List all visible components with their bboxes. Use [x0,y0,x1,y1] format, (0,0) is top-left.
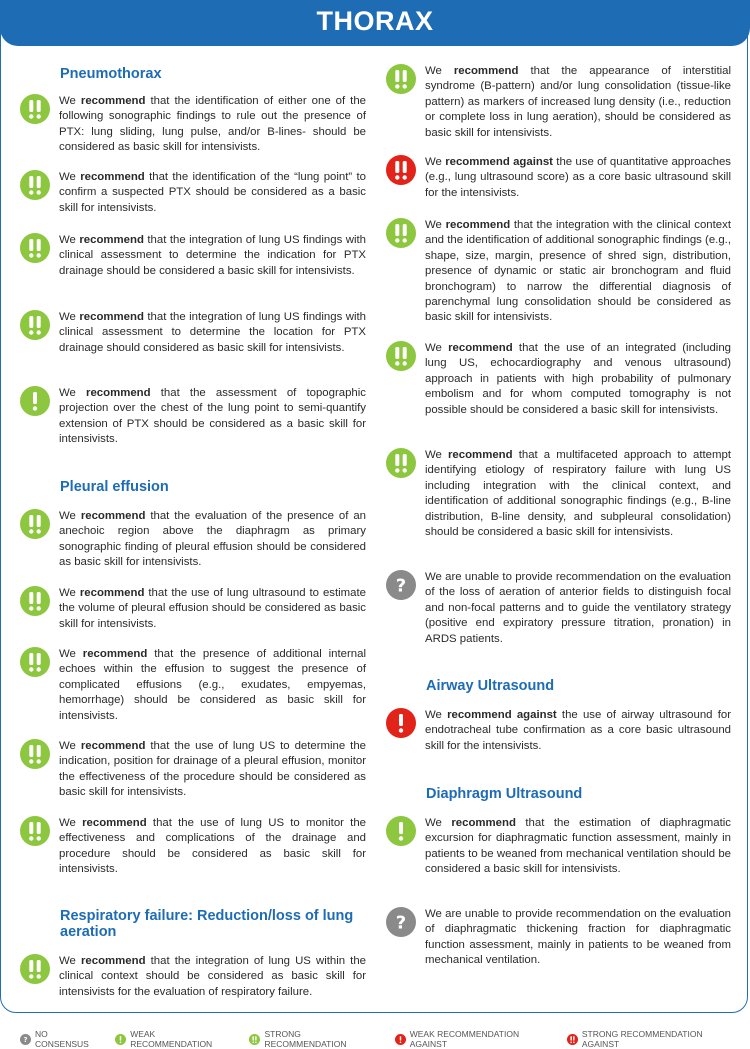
recommendation-text [59,586,366,632]
legend-label: STRONG RECOMMENDATION AGAINST [581,1029,703,1049]
rec-text-post: that the appearance of interstitial syndrome (B-pattern) and/or lung consolidation (tissue-like pattern) as markers of increased lung density (i.e., reduction or complete loss in lung aeration), should be considered as basic skill for intensivists. [425,65,732,139]
rec-strength: recommend [445,219,511,231]
double-exclamation-green-icon [20,647,50,677]
double-exclamation-green-icon [20,509,50,539]
section-title-diaphragm-ultrasound: Diaphragm Ultrasound [426,786,583,802]
rec-text-pre: We [59,234,80,246]
double-exclamation-green-icon [20,816,50,846]
recommendation-text [425,341,731,418]
rec-text-pre: We [59,95,81,107]
rec-text-pre: We [59,955,81,967]
double-exclamation-green-icon [386,448,416,478]
rec-text-pre: We [59,817,83,829]
recommendation-text [425,708,731,754]
header-bar [0,0,750,46]
rec-strength: recommend [448,449,513,461]
rec-text-pre: We [59,510,81,522]
rec-text-post: the use of quantitative approaches (e.g., lung ultrasound score) as a core basic ultrasound skill for the intensivists. [425,156,732,199]
rec-text-pre: We [425,709,448,721]
rec-text-pre: We [425,219,446,231]
exclamation-green-icon [386,816,416,846]
recommendation-text [425,816,731,878]
rec-text-post: that the integration with the clinical context and the identification of additional sonographic findings (e.g., shape, size, margin, presence of shred sign, distribution, presence of dynamic or static air bronchogram and fluid bronchogram) to narrow the differential diagnosis of parenchymal lung consolidation should be considered as basic skill for intensivists. [425,219,731,324]
recommendation-text [425,448,731,540]
rec-strength: recommend against [445,156,553,168]
double-exclamation-green-icon [20,954,50,984]
double-exclamation-green-icon [249,1034,260,1045]
double-exclamation-red-icon [386,155,416,185]
rec-text-pre: We [59,171,81,183]
rec-text-pre: We [59,740,81,752]
recommendation-text [59,310,366,356]
exclamation-red-icon [395,1034,406,1045]
recommendation-text [59,509,366,571]
double-exclamation-green-icon [386,218,416,248]
rec-text-post: the use of airway ultrasound for endotracheal tube confirmation as a core basic ultrasound skill for the intensivists. [425,709,731,752]
legend-item [249,1029,380,1049]
rec-text-pre: We [59,648,83,660]
recommendation-text [425,155,731,201]
recommendation-text [59,647,366,724]
rec-text-pre: We [425,817,452,829]
legend-label: WEAK RECOMMENDATION AGAINST [409,1029,520,1049]
legend-label: STRONG RECOMMENDATION [264,1029,347,1049]
svg-text:?: ? [395,575,407,597]
rec-strength: recommend [451,817,516,829]
section-title-pneumothorax: Pneumothorax [60,66,162,82]
recommendation-text [59,386,366,448]
legend-item [567,1029,736,1049]
question-mark-gray-icon [386,570,416,600]
rec-strength: recommend [79,234,144,246]
rec-strength: recommend [80,95,146,107]
exclamation-green-icon [115,1034,126,1045]
rec-strength: recommend [80,510,146,522]
recommendation-text [59,739,366,801]
rec-text-post: that a multifaceted approach to attempt identifying etiology of respiratory failure with lung US including integration with the clinical context, and identification of additional sonographic findings (e.g., B-line distribution, B-line density, and subpleural consolidation) should be considered a basic skill for intensivists. [425,449,731,539]
rec-strength: recommend [79,587,145,599]
rec-text-pre: We [59,587,80,599]
double-exclamation-green-icon [386,341,416,371]
question-mark-gray-icon [386,907,416,937]
section-title-airway-ultrasound: Airway Ultrasound [426,678,555,694]
rec-strength: recommend [86,387,151,399]
exclamation-green-icon [20,386,50,416]
exclamation-red-icon [386,708,416,738]
legend-item [115,1029,235,1049]
rec-text-post: that the use of an integrated (including lung US, echocardiography and venous ultrasound) approach in patients with high probability of pulmonary embolism and for whom computed tomography is not possible should be considered a basic skill for intensivists. [425,342,731,416]
double-exclamation-green-icon [20,233,50,263]
rec-text-post: that the identification of the “lung point” to confirm a suspected PTX should be considered as a basic skill for intensivists. [59,171,366,214]
double-exclamation-green-icon [386,64,416,94]
rec-text-post: that the use of lung ultrasound to estimate the volume of pleural effusion should be considered as basic skill for intensivists. [59,587,367,630]
rec-text-post: that the use of lung US to determine the indication, position for drainage of a pleural effusion, monitor the effectiveness of the procedure should be considered as basic skill for intensivists. [59,740,367,799]
rec-text-post: that the evaluation of the presence of an anechoic region above the diaphragm as primary sonographic finding of pleural effusion should be considered as basic skill for intensivists. [59,510,367,569]
legend-label: WEAK RECOMMENDATION [130,1029,213,1049]
svg-text:?: ? [395,912,407,934]
rec-text-post: that the presence of additional internal echoes within the effusion to suggest the presence of complicated effusions (e.g., exudates, empyemas, hemorrhage) should be considered as basic skill for intensivists. [59,648,367,722]
rec-text-post: that the integration of lung US within the clinical context should be considered as basic skill for intensivists for the evaluation of respiratory failure. [59,955,366,998]
page-title: THORAX [316,6,434,36]
rec-text-post: that the use of lung US to monitor the effectiveness and complications of the drainage and procedure should be considered as basic skill for intensivists. [59,817,367,876]
double-exclamation-green-icon [20,586,50,616]
recommendation-text [59,233,366,279]
rec-text-post: that the integration of lung US findings with clinical assessment to determine the indication for PTX drainage should be considered a basic skill for intensivists. [59,234,366,277]
svg-text:?: ? [23,1035,28,1044]
double-exclamation-green-icon [20,170,50,200]
rec-strength: recommend [448,342,513,354]
section-title-respiratory-failure: Respiratory failure: Reduction/loss of lung aeration [60,908,354,940]
rec-text-post: that the integration of lung US findings with clinical assessment to determine the location for PTX drainage should considered as basic skill for intensivists. [59,311,366,354]
rec-text-pre: We [425,342,449,354]
legend-item [395,1029,553,1049]
recommendation-text [59,954,366,1000]
double-exclamation-green-icon [20,94,50,124]
recommendation-text [425,570,731,647]
recommendation-text [59,94,366,156]
recommendation-text [425,64,731,141]
rec-strength: recommend [80,740,146,752]
rec-text-pre: We [425,156,446,168]
rec-strength: recommend against [447,709,557,721]
rec-text-post: that the assessment of topographic projection over the chest of the lung point to semi-quantify extension of PTX should be considered as a basic skill for intensivists. [59,387,366,446]
rec-strength: recommend [82,648,148,660]
rec-text-pre: We [59,387,87,399]
rec-text-pre: We [59,311,80,323]
recommendation-text [425,218,731,326]
question-mark-gray-icon [20,1034,31,1045]
rec-text-pre: We [425,65,454,77]
double-exclamation-green-icon [20,739,50,769]
rec-strength: recommend [80,955,146,967]
rec-strength: recommend [79,311,144,323]
rec-strength: recommend [82,817,147,829]
rec-text-pre: We are unable to provide recommendation on the evaluation of diaphragmatic thickening fraction for diaphragmatic function assessment, mainly in patients to be weaned from mechanical ventilation. [425,908,731,967]
rec-text-pre: We are unable to provide recommendation on the evaluation of the loss of aeration of anterior fields to distinguish focal and non-focal patterns and to guide the ventilatory strategy (positive end expiratory pressure titration, pronation) in ARDS patients. [425,571,731,645]
double-exclamation-red-icon [567,1034,578,1045]
rec-text-post: that the identification of either one of the following sonographic findings to rule out the presence of PTX: lung sliding, lung pulse, and/or B-lines- should be considered as basic skill for intensivists. [59,95,366,154]
legend-item [20,1029,101,1049]
section-title-pleural-effusion: Pleural effusion [60,479,169,495]
rec-strength: recommend [453,65,519,77]
legend-label: NO CONSENSUS [35,1029,89,1049]
double-exclamation-green-icon [20,310,50,340]
recommendation-text [425,907,731,969]
recommendation-text [59,816,366,878]
rec-strength: recommend [80,171,145,183]
rec-text-post: that the estimation of diaphragmatic excursion for diaphragmatic function assessment, mainly in patients to be weaned from mechanical ventilation should be considered a basic skill for intensivists. [425,817,731,876]
rec-text-pre: We [425,449,448,461]
recommendation-text [59,170,366,216]
